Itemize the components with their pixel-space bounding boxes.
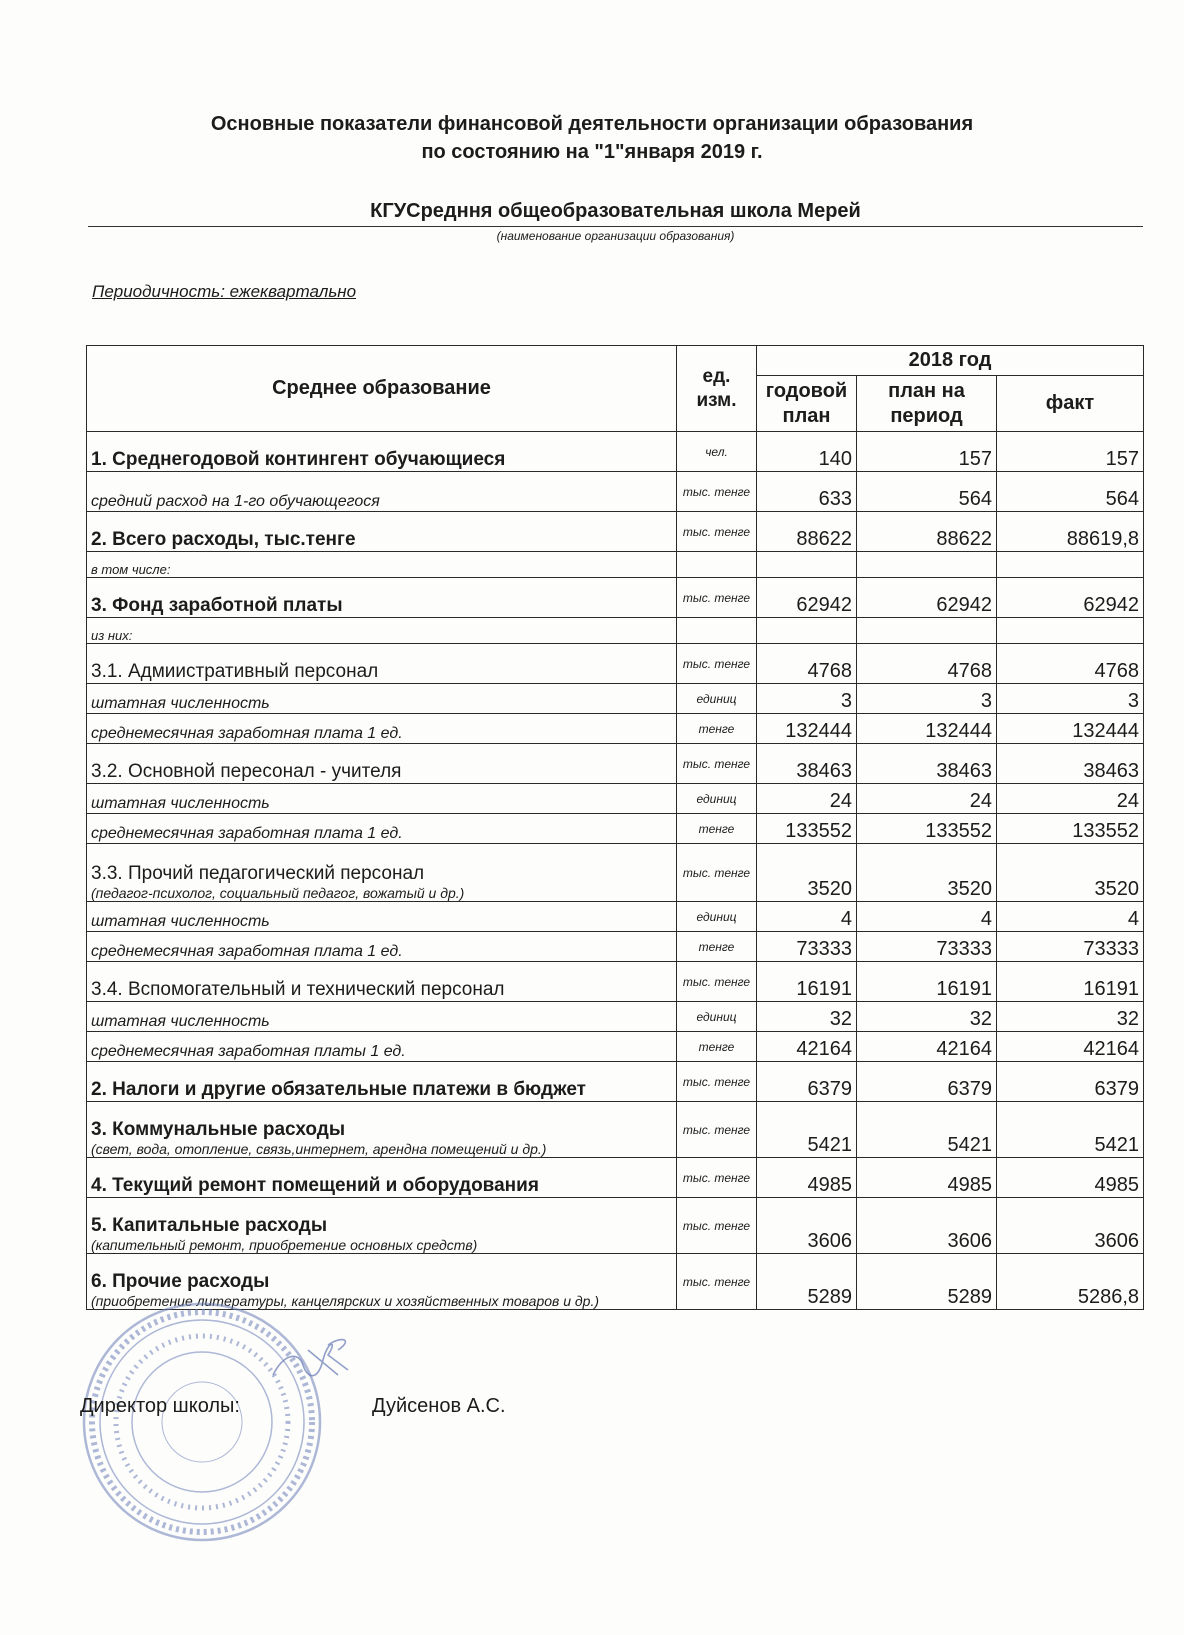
row-name	[87, 644, 677, 684]
table-row	[87, 784, 1144, 814]
row-plan-period: 5421	[857, 1102, 997, 1158]
row-unit: тыс. тенге	[677, 1158, 757, 1198]
row-fact: 3	[997, 684, 1144, 714]
table-row	[87, 432, 1144, 472]
row-unit: единиц	[677, 1002, 757, 1032]
table-row	[87, 1198, 1144, 1254]
row-unit: тыс. тенге	[677, 1102, 757, 1158]
row-unit: единиц	[677, 902, 757, 932]
table-head	[87, 346, 1144, 432]
row-fact: 3520	[997, 844, 1144, 902]
row-fact: 4768	[997, 644, 1144, 684]
row-plan-year: 5289	[757, 1254, 857, 1310]
row-label: 3.3. Прочий педагогический персонал	[91, 863, 425, 884]
row-note: (приобретение литературы, канцелярских и хозяйственных товаров и др.)	[91, 1293, 599, 1309]
row-fact: 24	[997, 784, 1144, 814]
row-note: (педагог-психолог, социальный педагог, вожатый и др.)	[91, 885, 465, 901]
director-name: Дуйсенов А.С.	[372, 1395, 506, 1417]
row-name	[87, 714, 677, 744]
row-label: 3. Коммунальные расходы	[91, 1119, 346, 1140]
row-label: средний расход на 1-го обучающегося	[91, 493, 380, 510]
row-name	[87, 1062, 677, 1102]
row-name	[87, 962, 677, 1002]
row-plan-period: 88622	[857, 512, 997, 552]
row-fact: 157	[997, 432, 1144, 472]
row-plan-period	[857, 552, 997, 578]
table-body	[87, 432, 1144, 1310]
row-label: 4. Текущий ремонт помещений и оборудования	[91, 1175, 539, 1196]
row-plan-period: 6379	[857, 1062, 997, 1102]
row-unit	[677, 618, 757, 644]
row-unit: тыс. тенге	[677, 1198, 757, 1254]
table-row	[87, 932, 1144, 962]
row-plan-year: 133552	[757, 814, 857, 844]
row-plan-period: 4985	[857, 1158, 997, 1198]
table-row	[87, 552, 1144, 578]
row-unit: тенге	[677, 932, 757, 962]
table-row	[87, 714, 1144, 744]
periodicity-label: Периодичность: ежеквартально	[92, 282, 357, 301]
director-label: Директор школы:	[80, 1395, 240, 1417]
row-name	[87, 814, 677, 844]
table-row	[87, 618, 1144, 644]
row-label: 2. Налоги и другие обязательные платежи в бюджет	[91, 1079, 586, 1100]
row-label: 3.2. Основной пересонал - учителя	[91, 761, 402, 782]
row-name	[87, 902, 677, 932]
table-row	[87, 1032, 1144, 1062]
row-plan-period: 16191	[857, 962, 997, 1002]
row-label: 3.4. Вспомогательный и технический персонал	[91, 979, 505, 1000]
row-name	[87, 432, 677, 472]
row-note: (капительный ремонт, приобретение основных средств)	[91, 1237, 478, 1253]
row-fact: 73333	[997, 932, 1144, 962]
row-label: среднемесячная заработная плата 1 ед.	[91, 725, 403, 742]
row-plan-period: 3606	[857, 1198, 997, 1254]
row-plan-year	[757, 618, 857, 644]
table-row	[87, 1158, 1144, 1198]
row-label: 6. Прочие расходы	[91, 1271, 270, 1292]
row-plan-year: 3	[757, 684, 857, 714]
row-plan-year: 38463	[757, 744, 857, 784]
row-plan-year: 3520	[757, 844, 857, 902]
row-plan-year: 73333	[757, 932, 857, 962]
row-plan-period: 42164	[857, 1032, 997, 1062]
organization-underline	[88, 226, 1143, 227]
row-label: штатная численность	[91, 1013, 270, 1030]
row-note: (свет, вода, отопление, связь,интернет, арендна помещений и др.)	[91, 1141, 547, 1157]
organization-name: КГУСредння общеобразовательная школа Мерей	[370, 200, 861, 222]
row-plan-year: 4	[757, 902, 857, 932]
row-unit: тыс. тенге	[677, 578, 757, 618]
header-fact: факт	[997, 376, 1144, 432]
row-name	[87, 744, 677, 784]
row-unit: тыс. тенге	[677, 472, 757, 512]
table-row	[87, 512, 1144, 552]
row-name	[87, 1002, 677, 1032]
row-label: из них:	[91, 628, 133, 643]
row-plan-period: 4	[857, 902, 997, 932]
row-name	[87, 784, 677, 814]
title-line-1: Основные показатели финансовой деятельности организации образования	[210, 113, 974, 135]
row-fact: 6379	[997, 1062, 1144, 1102]
table-row	[87, 644, 1144, 684]
row-plan-period: 62942	[857, 578, 997, 618]
row-name	[87, 1198, 677, 1254]
title-line-2: по состоянию на "1"января 2019 г.	[421, 141, 763, 163]
row-unit: тыс. тенге	[677, 1254, 757, 1310]
row-name	[87, 512, 677, 552]
row-plan-year: 88622	[757, 512, 857, 552]
row-fact: 564	[997, 472, 1144, 512]
row-name	[87, 684, 677, 714]
row-label: в том числе:	[91, 562, 171, 577]
row-plan-year: 3606	[757, 1198, 857, 1254]
row-fact	[997, 618, 1144, 644]
row-plan-year: 5421	[757, 1102, 857, 1158]
row-plan-period: 24	[857, 784, 997, 814]
row-fact: 62942	[997, 578, 1144, 618]
row-name	[87, 932, 677, 962]
row-label: среднемесячная заработная платы 1 ед.	[91, 1043, 406, 1060]
table-row	[87, 472, 1144, 512]
row-unit: чел.	[677, 432, 757, 472]
header-unit: ед. изм.	[677, 346, 757, 432]
row-unit	[677, 552, 757, 578]
row-fact: 88619,8	[997, 512, 1144, 552]
row-plan-period: 3520	[857, 844, 997, 902]
table-row	[87, 902, 1144, 932]
row-label: 1. Среднегодовой контингент обучающиеся	[91, 449, 506, 470]
row-name	[87, 1158, 677, 1198]
row-unit: тенге	[677, 814, 757, 844]
table-row	[87, 844, 1144, 902]
row-plan-period: 38463	[857, 744, 997, 784]
table-row	[87, 684, 1144, 714]
row-name	[87, 1032, 677, 1062]
row-label: среднемесячная заработная плата 1 ед.	[91, 825, 403, 842]
row-plan-year: 4768	[757, 644, 857, 684]
organization-caption: (наименование организации образования)	[496, 229, 735, 243]
row-unit: тыс. тенге	[677, 1062, 757, 1102]
row-plan-period: 32	[857, 1002, 997, 1032]
row-label: 2. Всего расходы, тыс.тенге	[91, 529, 356, 550]
row-label: 5. Капитальные расходы	[91, 1215, 328, 1236]
header-plan-period: план на период	[857, 376, 997, 432]
row-fact: 3606	[997, 1198, 1144, 1254]
row-unit: тенге	[677, 714, 757, 744]
row-label: 3. Фонд заработной платы	[91, 595, 343, 616]
header-year: 2018 год	[757, 346, 1144, 376]
row-fact: 4	[997, 902, 1144, 932]
table-row	[87, 814, 1144, 844]
financial-report-table	[86, 345, 1144, 1310]
row-plan-period	[857, 618, 997, 644]
table-row	[87, 1062, 1144, 1102]
row-plan-year: 62942	[757, 578, 857, 618]
row-name	[87, 578, 677, 618]
row-plan-year: 24	[757, 784, 857, 814]
row-plan-period: 73333	[857, 932, 997, 962]
row-fact: 38463	[997, 744, 1144, 784]
table-row	[87, 1002, 1144, 1032]
row-fact: 42164	[997, 1032, 1144, 1062]
row-unit: тыс. тенге	[677, 962, 757, 1002]
table-row	[87, 1102, 1144, 1158]
row-plan-year: 132444	[757, 714, 857, 744]
row-fact	[997, 552, 1144, 578]
row-fact: 4985	[997, 1158, 1144, 1198]
row-unit: тыс. тенге	[677, 844, 757, 902]
row-label: штатная численность	[91, 913, 270, 930]
row-unit: тыс. тенге	[677, 744, 757, 784]
row-fact: 132444	[997, 714, 1144, 744]
row-label: 3.1. Адмиистративный персонал	[91, 661, 379, 682]
row-unit: единиц	[677, 684, 757, 714]
row-unit: тыс. тенге	[677, 644, 757, 684]
row-label: штатная численность	[91, 795, 270, 812]
row-name	[87, 844, 677, 902]
header-name: Среднее образование	[87, 346, 677, 432]
row-unit: тыс. тенге	[677, 512, 757, 552]
row-plan-period: 132444	[857, 714, 997, 744]
row-name	[87, 1102, 677, 1158]
row-fact: 133552	[997, 814, 1144, 844]
table-row	[87, 744, 1144, 784]
row-plan-year: 32	[757, 1002, 857, 1032]
row-plan-year: 6379	[757, 1062, 857, 1102]
row-plan-year: 4985	[757, 1158, 857, 1198]
row-fact: 32	[997, 1002, 1144, 1032]
row-plan-year	[757, 552, 857, 578]
row-label: среднемесячная заработная плата 1 ед.	[91, 943, 403, 960]
row-fact: 5421	[997, 1102, 1144, 1158]
row-plan-year: 42164	[757, 1032, 857, 1062]
row-plan-year: 633	[757, 472, 857, 512]
row-plan-year: 140	[757, 432, 857, 472]
row-name	[87, 618, 677, 644]
row-name	[87, 552, 677, 578]
row-plan-period: 4768	[857, 644, 997, 684]
handwritten-signature-icon	[268, 1335, 358, 1385]
row-plan-period: 133552	[857, 814, 997, 844]
table-row	[87, 962, 1144, 1002]
row-fact: 5286,8	[997, 1254, 1144, 1310]
row-label: штатная численность	[91, 695, 270, 712]
row-plan-period: 3	[857, 684, 997, 714]
row-plan-year: 16191	[757, 962, 857, 1002]
header-plan-year: годовой план	[757, 376, 857, 432]
row-unit: тенге	[677, 1032, 757, 1062]
row-plan-period: 5289	[857, 1254, 997, 1310]
row-name	[87, 472, 677, 512]
row-plan-period: 157	[857, 432, 997, 472]
row-plan-period: 564	[857, 472, 997, 512]
row-unit: единиц	[677, 784, 757, 814]
row-fact: 16191	[997, 962, 1144, 1002]
table-row	[87, 578, 1144, 618]
document-title	[0, 110, 1184, 166]
